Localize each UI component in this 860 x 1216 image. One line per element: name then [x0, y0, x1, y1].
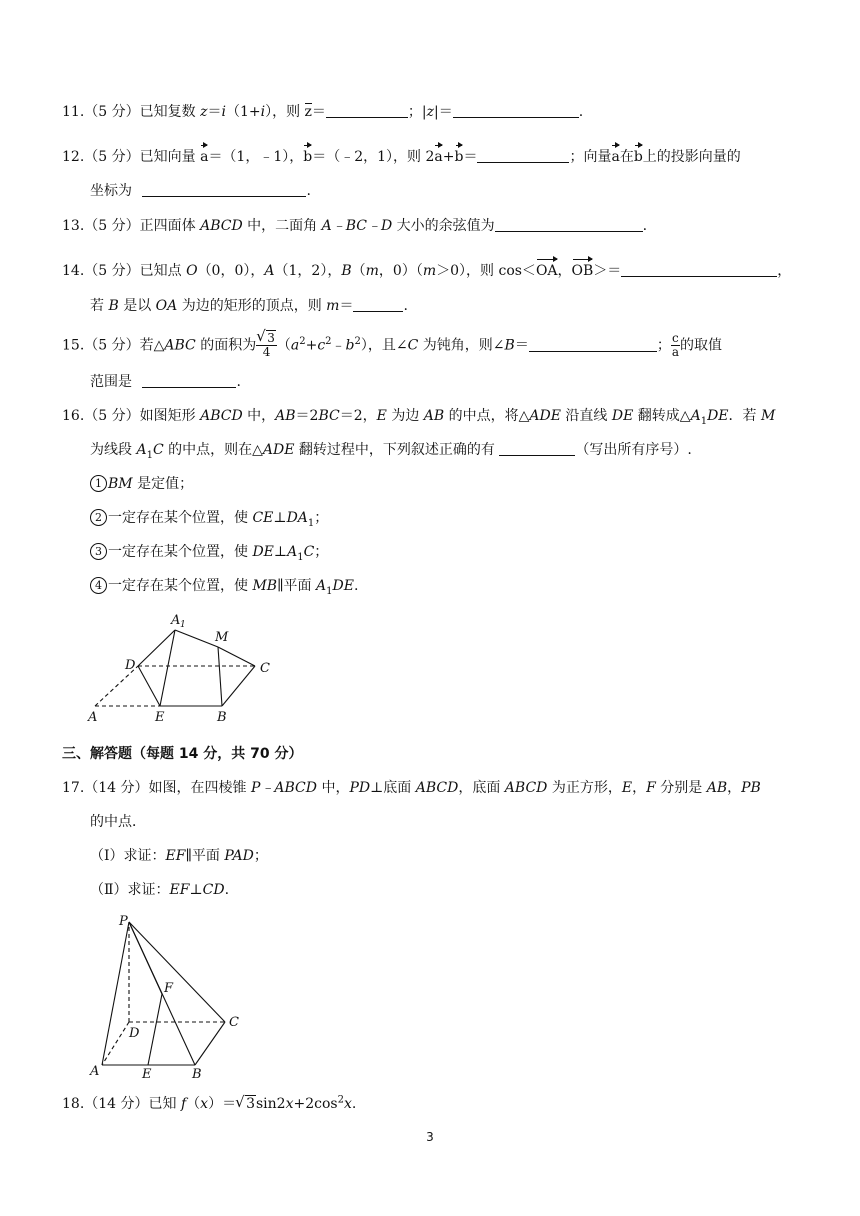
vector-oa: OA — [536, 257, 558, 281]
point-o-value: （0，0）， — [197, 263, 265, 279]
option-text: 一定存在某个位置，使 — [108, 510, 253, 526]
label-a: A — [90, 1064, 100, 1079]
q16-segment: ＝2 — [295, 408, 319, 424]
vector-b: b — [634, 143, 643, 167]
answer-blank[interactable] — [142, 373, 236, 388]
option-text: 一定存在某个位置，使 — [108, 578, 253, 594]
cos-term: +2cos — [293, 1096, 338, 1112]
answer-blank[interactable] — [529, 337, 657, 352]
point-f: F — [646, 780, 656, 796]
question-12 — [62, 143, 741, 167]
answer-blank[interactable] — [477, 148, 569, 163]
q18-eq: ）＝ — [208, 1096, 237, 1112]
answer-blank[interactable] — [326, 103, 408, 118]
plus-sign: + — [442, 149, 455, 165]
option-end: ； — [314, 510, 329, 526]
subscript: 1 — [146, 449, 153, 461]
label-p: P — [119, 914, 128, 929]
q14-text: 若 — [90, 298, 109, 314]
point-a: A — [264, 263, 275, 279]
point-e: E — [621, 780, 633, 796]
vector-b: b — [303, 143, 312, 167]
answer-blank[interactable] — [495, 217, 643, 232]
semicolon: ； — [656, 337, 671, 354]
q16-segment: 为边 — [386, 408, 424, 424]
question-16 — [62, 406, 775, 426]
q12-line2: 坐标为 — [90, 183, 132, 199]
q12-end: . — [306, 183, 311, 199]
denominator: a — [671, 345, 679, 359]
label-m: M — [215, 630, 229, 645]
q17-text: 为正方形， — [547, 780, 622, 796]
point-o: O — [186, 263, 198, 279]
q11-paren: （1+ — [225, 104, 261, 120]
q11-sep: ；| — [407, 104, 427, 120]
comma: ， — [557, 263, 572, 279]
part-end: . — [224, 882, 230, 898]
plane-de: DE — [332, 578, 354, 594]
q12-semi: ；向量 — [569, 149, 612, 165]
segment-bm: BM — [108, 476, 133, 492]
q16-segment: 翻转成△ — [633, 408, 691, 424]
q16-text: 翻转过程中，下列叙述正确的有 — [294, 442, 500, 458]
q16-segment: ABCD — [200, 408, 243, 424]
angle-b: B — [504, 337, 515, 354]
triangle-abc: ABC — [164, 337, 196, 354]
question-18 — [62, 1094, 356, 1114]
q11-eq2: |＝ — [434, 104, 453, 120]
circled-number: 3 — [90, 543, 107, 560]
plus-sign: + — [305, 337, 318, 354]
q14-text: 为边的矩形的顶点，则 — [177, 298, 327, 314]
segment-pb: PB — [741, 780, 761, 796]
q12-tail: 上的投影向量的 — [642, 149, 741, 165]
q16-segment: M — [760, 408, 776, 424]
q16-segment: ．若 — [728, 408, 761, 424]
fraction-c-over-a — [671, 332, 680, 359]
q16-segment: DE — [707, 408, 729, 424]
question-14 — [62, 257, 791, 281]
q13-abcd: ABCD — [200, 218, 243, 234]
q15-text: 的面积为 — [195, 337, 257, 354]
segment-de: DE — [252, 544, 274, 560]
segment-ef: EF — [169, 882, 190, 898]
q17-part-2 — [90, 880, 229, 900]
label-b: B — [192, 1067, 202, 1082]
part-label: （Ⅱ）求证： — [90, 882, 170, 898]
q17-text: 17.（14 分）如图，在四棱锥 — [62, 780, 251, 796]
page-number: 3 — [426, 1130, 434, 1144]
q11-prefix: 11.（5 分）已知复数 — [62, 104, 201, 120]
answer-blank[interactable] — [142, 182, 306, 197]
point-b-value: ，0）（ — [378, 263, 423, 279]
var-b: b — [345, 337, 355, 354]
question-16-line2 — [90, 440, 692, 460]
comma: ， — [632, 780, 647, 796]
label-c: C — [260, 661, 270, 676]
var-m: m — [422, 263, 437, 279]
subscript: 1 — [307, 517, 315, 529]
label-d: D — [125, 658, 136, 673]
segment-ab: AB — [706, 780, 728, 796]
label-e: E — [155, 710, 165, 725]
label-a1: A — [171, 613, 181, 628]
var-x: x — [343, 1096, 352, 1112]
option-text: 一定存在某个位置，使 — [108, 544, 253, 560]
var-z: z — [200, 104, 208, 120]
q12-eq: ＝ — [463, 149, 478, 165]
segment-oa: OA — [155, 298, 178, 314]
var-a: a — [290, 337, 300, 354]
q16-text: 的中点，则在△ — [163, 442, 263, 458]
q12-on: 在 — [619, 149, 634, 165]
question-15: 15.（5 分）若△ABC 的面积为 √ $\frac{3}{4}$ $(a^2+c^2﹣b^2)$，且∠C 为钝角，则∠B＝ ； $\frac{c}{a}$ 的取值 — [62, 332, 722, 359]
q18-end: . — [351, 1096, 357, 1112]
base-abcd: ABCD — [504, 780, 548, 796]
q16-segment: 沿直线 — [560, 408, 612, 424]
q17-text: 中， — [317, 780, 350, 796]
radicand: 3 — [267, 331, 275, 345]
part-label: （Ⅰ）求证： — [90, 848, 166, 864]
plane-pad: PAD — [224, 848, 254, 864]
q14-close: ＞＝ — [593, 263, 622, 279]
question-12-line2 — [90, 181, 311, 201]
cos-text: ＞0），则 cos＜ — [436, 263, 536, 279]
superscript: 2 — [337, 1094, 344, 1106]
label-c: C — [229, 1015, 239, 1030]
segment-mb: MB — [252, 578, 278, 594]
option-end: ； — [314, 544, 329, 560]
vector-a: a — [611, 143, 619, 167]
point-b: B — [108, 298, 119, 314]
var-m: m — [326, 298, 340, 314]
label-a: A — [88, 710, 98, 725]
perp-sign: ⊥ — [273, 544, 288, 560]
q16-option-3 — [90, 542, 328, 562]
circled-number: 1 — [90, 475, 107, 492]
q16-option-4 — [90, 576, 358, 596]
point-b: B — [341, 263, 352, 279]
q16-option-1 — [90, 474, 193, 494]
section-heading: 三、解答题（每题 14 分，共 70 分） — [62, 746, 303, 762]
angle-c: C — [407, 337, 419, 354]
q13-text: 中，二面角 — [242, 218, 322, 234]
q16-segment: 的中点，将△ — [444, 408, 530, 424]
point-b-value: （ — [351, 263, 366, 279]
q11-eq1: ＝ — [311, 104, 326, 120]
subscript: 1 — [297, 551, 304, 563]
var-x: x — [285, 1096, 294, 1112]
question-17-line2: 的中点． — [90, 814, 146, 830]
q17-text: ⊥底面 — [370, 780, 416, 796]
segment-ce: CE — [252, 510, 274, 526]
q17-part-1 — [90, 846, 268, 866]
q16-segment: E — [376, 408, 387, 424]
answer-blank[interactable] — [453, 103, 579, 118]
q17-figure — [82, 910, 252, 1082]
q16-segment: AB — [275, 408, 296, 424]
var-m: m — [365, 263, 379, 279]
q14-text: 14.（5 分）已知点 — [62, 263, 187, 279]
perp-sign: ⊥ — [189, 882, 203, 898]
segment-cd: CD — [202, 882, 225, 898]
numerator: c — [672, 331, 679, 345]
sin-term: sin2 — [256, 1096, 286, 1112]
minus-sign: ﹣ — [331, 337, 346, 354]
var-x: x — [200, 1096, 209, 1112]
q18-text: 18.（14 分）已知 — [62, 1096, 181, 1112]
label-a1-sub: 1 — [180, 620, 186, 630]
q15-line2: 范围是 — [90, 374, 132, 390]
answer-blank[interactable] — [353, 297, 403, 312]
q16-segment: A — [690, 408, 701, 424]
point-a: A — [287, 544, 298, 560]
vector-b-value: ＝（﹣2，1），则 2 — [312, 149, 435, 165]
q11-then: ），则 — [265, 104, 305, 120]
label-e: E — [142, 1067, 152, 1082]
q16-segment: 16.（5 分）如图矩形 — [62, 408, 201, 424]
q17-text: ，底面 — [458, 780, 505, 796]
point-a1: A — [136, 442, 147, 458]
question-17 — [62, 778, 761, 798]
point-c: C — [152, 442, 164, 458]
q15-end: . — [236, 374, 241, 390]
q15-eq: ＝ — [514, 337, 529, 354]
var-z: z — [426, 104, 435, 120]
q16-segment: DE — [611, 408, 634, 424]
paren: （ — [276, 337, 291, 354]
q16-segment: 1 — [700, 415, 708, 427]
segment-da: DA — [286, 510, 308, 526]
fraction-sqrt3-over-4 — [256, 332, 277, 359]
segment-pd: PD — [349, 780, 371, 796]
vector-a-value: ＝（1，﹣1）， — [208, 149, 304, 165]
denominator: 4 — [262, 345, 271, 359]
comma: ， — [727, 780, 742, 796]
var-i: i — [260, 104, 266, 120]
label-f: F — [164, 981, 174, 996]
vector-a: a — [200, 143, 208, 167]
q14-text: 是以 — [118, 298, 156, 314]
q15-text: 15.（5 分）若△ — [62, 337, 165, 354]
point-a-value: （1，2）， — [274, 263, 342, 279]
func-f: f — [180, 1096, 187, 1112]
q11-eq: ＝ — [207, 104, 222, 120]
q16-segment: 中， — [242, 408, 276, 424]
var-c: c — [317, 337, 326, 354]
part-text: ∥平面 — [185, 848, 225, 864]
pyramid: P﹣ABCD — [250, 780, 317, 796]
circled-number: 2 — [90, 509, 107, 526]
q15-text: ），且∠ — [360, 337, 408, 354]
triangle-ade: ADE — [262, 442, 295, 458]
q16-option-2 — [90, 508, 328, 528]
question-13 — [62, 216, 647, 236]
q14-eq: ＝ — [339, 298, 354, 314]
option-end: . — [353, 578, 359, 594]
q13-text: 13.（5 分）正四面体 — [62, 218, 201, 234]
comma: ， — [777, 263, 792, 279]
vector-ob: OB — [572, 257, 594, 281]
point-a: A — [316, 578, 327, 594]
q15-tail: 的取值 — [679, 337, 722, 354]
q16-segment: BC — [318, 408, 340, 424]
subscript: 1 — [326, 585, 333, 597]
q16-segment: AB — [423, 408, 445, 424]
point-c: C — [303, 544, 315, 560]
label-d: D — [129, 1026, 140, 1041]
radicand: 3 — [246, 1096, 255, 1112]
q13-angle: A﹣BC﹣D — [321, 218, 393, 234]
perp-sign: ⊥ — [273, 510, 287, 526]
z-conjugate: z — [304, 104, 312, 120]
vector-b: b — [455, 143, 464, 167]
q11-end: . — [578, 104, 584, 120]
q12-prefix: 12.（5 分）已知向量 — [62, 149, 201, 165]
paren: （ — [186, 1096, 201, 1112]
q17-text: 分别是 — [655, 780, 707, 796]
question-14-line2 — [90, 296, 408, 316]
segment-ef: EF — [165, 848, 186, 864]
answer-blank[interactable] — [621, 262, 777, 277]
var-i: i — [221, 104, 226, 120]
q15-text: 为钝角，则∠ — [418, 337, 505, 354]
circled-number: 4 — [90, 577, 107, 594]
q16-tail: （写出所有序号）. — [575, 442, 692, 458]
q14-end: . — [403, 298, 408, 314]
q13-end: . — [642, 218, 648, 234]
q16-segment: ADE — [529, 408, 561, 424]
parallel-text: ∥平面 — [277, 578, 316, 594]
q16-text: 为线段 — [90, 442, 137, 458]
base-abcd: ABCD — [415, 780, 459, 796]
q13-text: 大小的余弦值为 — [392, 218, 495, 234]
part-end: ； — [253, 848, 268, 864]
label-b: B — [217, 710, 227, 725]
q16-segment: ＝2， — [339, 408, 377, 424]
sqrt-3 — [236, 1094, 256, 1114]
question-11 — [62, 102, 583, 122]
q16-figure — [85, 610, 285, 728]
question-15-line2 — [90, 372, 241, 392]
option-text: 是定值； — [132, 476, 194, 492]
answer-blank[interactable] — [499, 441, 575, 456]
vector-a: a — [434, 143, 442, 167]
